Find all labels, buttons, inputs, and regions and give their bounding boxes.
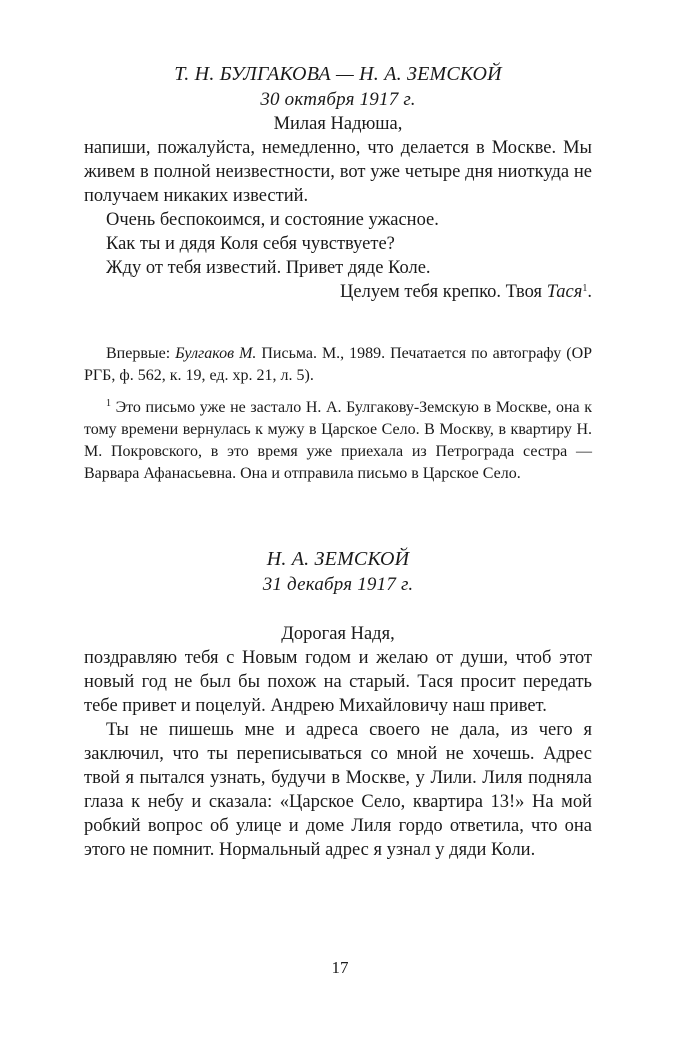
letter1-para1: напиши, пожалуйста, немедленно, что делается в Москве. Мы живем в полной неизвестности, вот уже четыре дня ниоткуда не получаем никаких известий.	[84, 138, 592, 206]
page-body	[84, 62, 592, 862]
footnote	[84, 397, 592, 485]
letter2-para2: Ты не пишешь мне и адреса своего не дала, из чего я заключил, что ты переписываться со мной не хочешь. Адрес твой я пытался узнать, будучи в Москве, у Лили. Лиля подняла глаза к небу и сказала: «Царское Село, квартира 13!» На мой робкий вопрос об улице и доме Лиля гордо ответила, что она этого не помнит. Нормальный адрес я узнал у дяди Коли.	[84, 720, 592, 860]
letter1-body	[84, 112, 592, 304]
letter1-title: Т. Н. БУЛГАКОВА — Н. А. ЗЕМСКОЙ	[174, 63, 502, 85]
letter2-body	[84, 622, 592, 862]
letter2-heading	[84, 547, 592, 597]
source-note	[84, 343, 592, 387]
letter1-signoff	[84, 280, 592, 304]
footnote-ref: 1	[582, 283, 588, 294]
page-number: 17	[331, 958, 349, 977]
letter1-para2: Очень беспокоимся, и состояние ужасное.	[106, 210, 439, 230]
letter1-para4: Жду от тебя известий. Привет дяде Коле.	[106, 258, 431, 278]
letter1-salutation: Милая Надюша,	[273, 114, 403, 134]
footnote-mark: 1	[106, 398, 111, 409]
source-author: Булгаков М.	[175, 345, 257, 362]
letter1-para3: Как ты и дядя Коля себя чувствуете?	[106, 234, 395, 254]
letter2-para1: поздравляю тебя с Новым годом и желаю от души, чтоб этот новый год не был бы похож на старый. Тася просит передать тебе привет и поцелуй. Андрею Михайловичу наш привет.	[84, 648, 592, 716]
letter1-date: 30 октября 1917 г.	[260, 89, 416, 110]
letter1-heading	[84, 62, 592, 112]
signoff-text: Целуем тебя крепко. Твоя	[340, 282, 547, 302]
signature: Тася	[546, 282, 583, 302]
letter2-title: Н. А. ЗЕМСКОЙ	[266, 548, 410, 570]
letter2-salutation: Дорогая Надя,	[281, 624, 395, 644]
source-prefix: Впервые:	[106, 345, 176, 362]
letter2-date: 31 декабря 1917 г.	[262, 574, 414, 595]
signoff-period: .	[587, 282, 592, 302]
footnote-text: Это письмо уже не застало Н. А. Булгакову-Земскую в Москве, она к тому времени вернулась к мужу в Царское Село. В Москву, в квартиру Н. М. Покровского, в это время уже приехала из Петрограда сестра — Варвара Афанасьевна. Она и отправила письмо в Царское Село.	[84, 399, 592, 482]
source-rest: Письма. М., 1989. Печатается по автографу (ОР РГБ, ф. 562, к. 19, ед. хр. 21, л. 5).	[84, 345, 593, 384]
